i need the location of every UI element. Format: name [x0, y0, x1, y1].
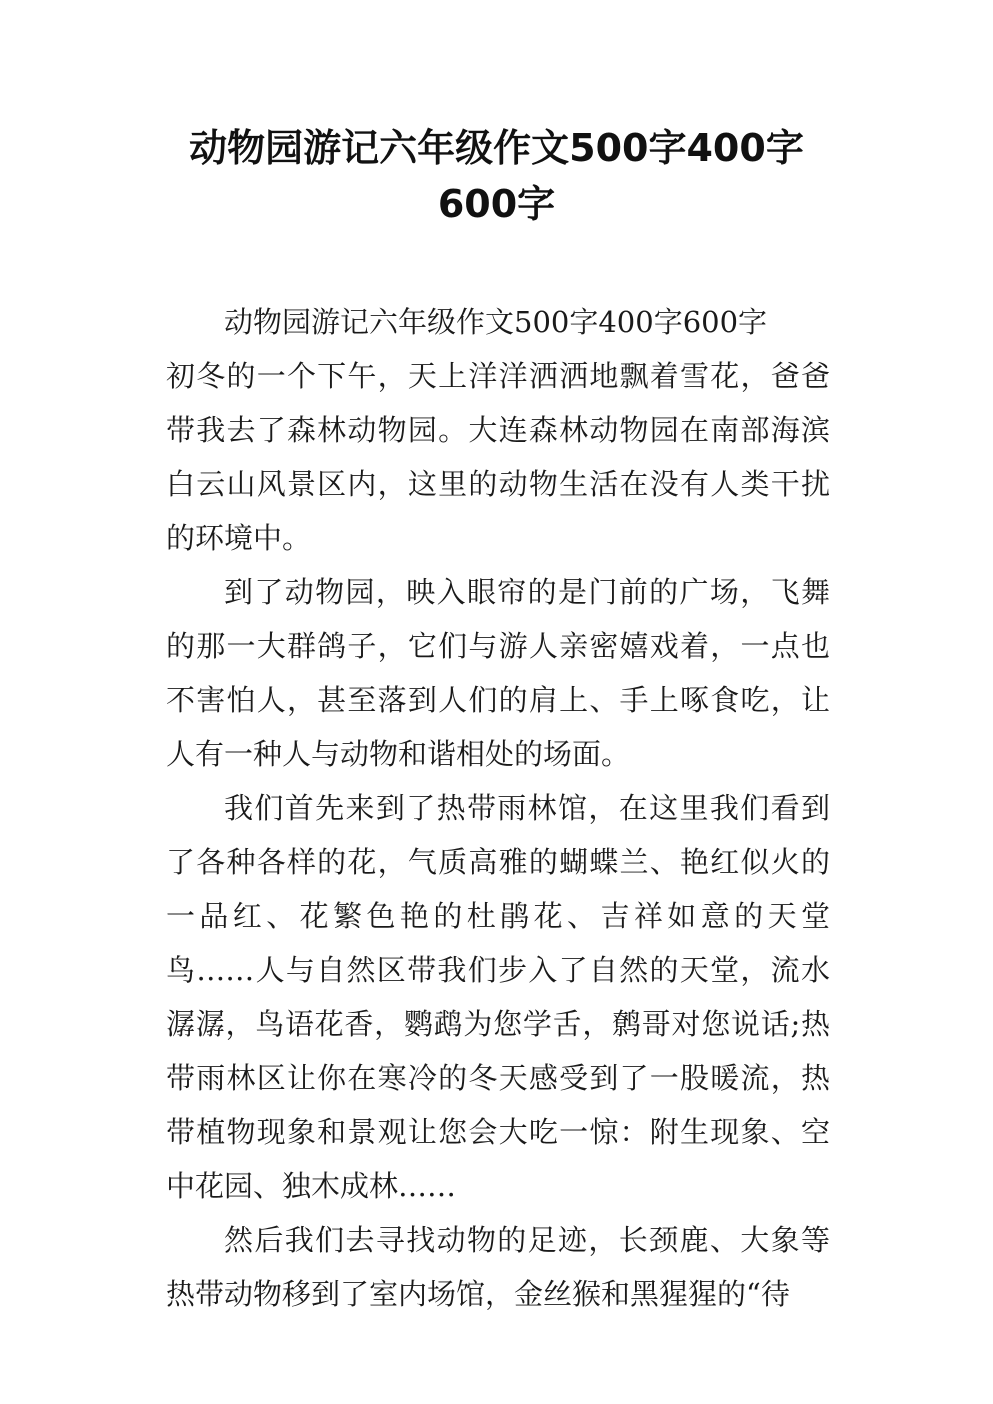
- title-line-2: 600字: [437, 182, 556, 226]
- document-title: [120, 120, 873, 232]
- paragraph: 我们首先来到了热带雨林馆，在这里我们看到了各种各样的花，气质高雅的蝴蝶兰、艳红似火的一品红、花繁色艳的杜鹃花、吉祥如意的天堂鸟……人与自然区带我们步入了自然的天堂，流水潺潺，鸟语花香，鹦鹉为您学舌，鹩哥对您说话;热带雨林区让你在寒冷的冬天感受到了一股暖流，热带植物现象和景观让您会大吃一惊：附生现象、空中花园、独木成林……: [166, 791, 830, 1203]
- paragraph: 到了动物园，映入眼帘的是门前的广场，飞舞的那一大群鸽子，它们与游人亲密嬉戏着，一点也不害怕人，甚至落到人们的肩上、手上啄食吃，让人有一种人与动物和谐相处的场面。: [166, 575, 830, 771]
- paragraph-heading: 动物园游记六年级作文500字400字600字: [224, 305, 768, 339]
- paragraph: 然后我们去寻找动物的足迹，长颈鹿、大象等热带动物移到了室内场馆，金丝猴和黑猩猩的“待: [166, 1223, 830, 1311]
- paragraph: 初冬的一个下午，天上洋洋洒洒地飘着雪花，爸爸带我去了森林动物园。大连森林动物园在南部海滨白云山风景区内，这里的动物生活在没有人类干扰的环境中。: [166, 359, 830, 555]
- document-body: [166, 295, 830, 1321]
- title-line-1: 动物园游记六年级作文500字400字: [189, 126, 804, 170]
